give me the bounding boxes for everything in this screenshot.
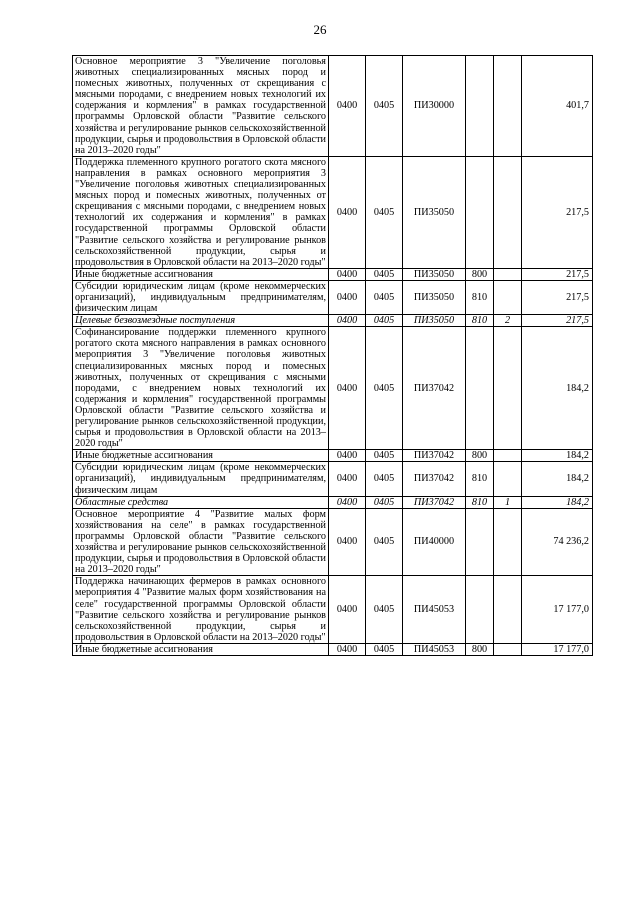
- row-name-cell: Целевые безвозмездные поступления: [73, 315, 329, 327]
- expense-type-cell: 810: [466, 496, 494, 508]
- subsection-code-cell: 0405: [366, 462, 403, 496]
- subsection-code-cell: 0405: [366, 496, 403, 508]
- subsection-code-cell: 0405: [366, 280, 403, 314]
- target-article-cell: ПИ45053: [403, 643, 466, 655]
- section-code-cell: 0400: [329, 56, 366, 157]
- expense-type-cell: 810: [466, 315, 494, 327]
- section-code-cell: 0400: [329, 508, 366, 576]
- expense-type-cell: 800: [466, 268, 494, 280]
- row-name-cell: Субсидии юридическим лицам (кроме некоммерческих организаций), индивидуальным предпринимателям, физическим лицам: [73, 280, 329, 314]
- funding-source-cell: [494, 462, 522, 496]
- amount-cell: 217,5: [522, 315, 593, 327]
- subsection-code-cell: 0405: [366, 508, 403, 576]
- target-article-cell: ПИ37042: [403, 327, 466, 450]
- funding-source-cell: [494, 450, 522, 462]
- funding-source-cell: [494, 643, 522, 655]
- funding-source-cell: [494, 156, 522, 268]
- target-article-cell: ПИ35050: [403, 156, 466, 268]
- row-name-cell: Основное мероприятие 4 "Развитие малых форм хозяйствования на селе" в рамках государственной программы Орловской области "Развитие сельского хозяйства и регулирование рынков сельскохозяйственной продукции, сырья и продовольствия в Орловской области на 2013–2020 годы": [73, 508, 329, 576]
- section-code-cell: 0400: [329, 496, 366, 508]
- table-row: [73, 508, 593, 576]
- table-row: [73, 268, 593, 280]
- funding-source-cell: [494, 56, 522, 157]
- expense-type-cell: [466, 156, 494, 268]
- amount-cell: 217,5: [522, 156, 593, 268]
- amount-cell: 401,7: [522, 56, 593, 157]
- section-code-cell: 0400: [329, 327, 366, 450]
- amount-cell: 74 236,2: [522, 508, 593, 576]
- row-name-cell: Поддержка племенного крупного рогатого скота мясного направления в рамках основного мероприятия 3 "Увеличение поголовья животных специализированных мясных пород и помесных животных, полученных от скрещивания с мясными породами, с внедрением новых технологий их содержания и кормления" в рамках государственной программы Орловской области "Развитие сельского хозяйства и регулирование рынков сельскохозяйственной продукции, сырья и продовольствия в Орловской области на 2013–2020 годы": [73, 156, 329, 268]
- expense-type-cell: [466, 508, 494, 576]
- amount-cell: 217,5: [522, 280, 593, 314]
- table-row: [73, 462, 593, 496]
- table-row: [73, 327, 593, 450]
- section-code-cell: 0400: [329, 462, 366, 496]
- subsection-code-cell: 0405: [366, 450, 403, 462]
- subsection-code-cell: 0405: [366, 56, 403, 157]
- funding-source-cell: [494, 280, 522, 314]
- target-article-cell: ПИ35050: [403, 280, 466, 314]
- table-row: [73, 450, 593, 462]
- amount-cell: 17 177,0: [522, 643, 593, 655]
- target-article-cell: ПИ37042: [403, 450, 466, 462]
- section-code-cell: 0400: [329, 450, 366, 462]
- target-article-cell: ПИ37042: [403, 496, 466, 508]
- row-name-cell: Поддержка начинающих фермеров в рамках основного мероприятия 4 "Развитие малых форм хозяйствования на селе" государственной программы Орловской области "Развитие сельского хозяйства и регулирование рынков сельскохозяйственной продукции, сырья и продовольствия в Орловской области на 2013–2020 годы": [73, 576, 329, 644]
- target-article-cell: ПИ45053: [403, 576, 466, 644]
- expense-type-cell: 800: [466, 450, 494, 462]
- amount-cell: 184,2: [522, 327, 593, 450]
- target-article-cell: ПИ30000: [403, 56, 466, 157]
- expense-type-cell: [466, 576, 494, 644]
- table-row: [73, 156, 593, 268]
- expense-type-cell: 810: [466, 280, 494, 314]
- funding-source-cell: [494, 576, 522, 644]
- row-name-cell: Софинансирование поддержки племенного крупного рогатого скота мясного направления в рамках основного мероприятия 3 "Увеличение поголовья животных специализированных мясных пород и помесных животных, полученных от скрещивания с мясными породами, с внедрением новых технологий их содержания и кормления" государственной программы Орловской области "Развитие сельского хозяйства и регулирование рынков сельскохозяйственной продукции, сырья и продовольствия в Орловской области на 2013–2020 годы": [73, 327, 329, 450]
- subsection-code-cell: 0405: [366, 576, 403, 644]
- amount-cell: 217,5: [522, 268, 593, 280]
- funding-source-cell: [494, 327, 522, 450]
- target-article-cell: ПИ35050: [403, 315, 466, 327]
- expense-type-cell: [466, 56, 494, 157]
- table-row: [73, 576, 593, 644]
- amount-cell: 184,2: [522, 462, 593, 496]
- page-number: 26: [313, 22, 327, 37]
- target-article-cell: ПИ40000: [403, 508, 466, 576]
- expense-type-cell: 810: [466, 462, 494, 496]
- section-code-cell: 0400: [329, 268, 366, 280]
- table-row: [73, 496, 593, 508]
- amount-cell: 184,2: [522, 496, 593, 508]
- table-row: [73, 280, 593, 314]
- table-row: [73, 56, 593, 157]
- subsection-code-cell: 0405: [366, 156, 403, 268]
- subsection-code-cell: 0405: [366, 268, 403, 280]
- row-name-cell: Иные бюджетные ассигнования: [73, 268, 329, 280]
- row-name-cell: Основное мероприятие 3 "Увеличение поголовья животных специализированных мясных пород и помесных животных, полученных от скрещивания с мясными породами, с внедрением новых технологий их содержания и кормления" в рамках государственной программы Орловской области "Развитие сельского хозяйства и регулирование рынков сельскохозяйственной продукции, сырья и продовольствия в Орловской области на 2013–2020 годы": [73, 56, 329, 157]
- expense-type-cell: [466, 327, 494, 450]
- budget-table-body: [73, 56, 593, 656]
- expense-type-cell: 800: [466, 643, 494, 655]
- amount-cell: 184,2: [522, 450, 593, 462]
- row-name-cell: Иные бюджетные ассигнования: [73, 643, 329, 655]
- funding-source-cell: [494, 508, 522, 576]
- target-article-cell: ПИ35050: [403, 268, 466, 280]
- funding-source-cell: [494, 268, 522, 280]
- table-row: [73, 643, 593, 655]
- section-code-cell: 0400: [329, 315, 366, 327]
- section-code-cell: 0400: [329, 280, 366, 314]
- subsection-code-cell: 0405: [366, 315, 403, 327]
- section-code-cell: 0400: [329, 156, 366, 268]
- subsection-code-cell: 0405: [366, 327, 403, 450]
- row-name-cell: Иные бюджетные ассигнования: [73, 450, 329, 462]
- budget-table: [72, 55, 593, 656]
- funding-source-cell: 2: [494, 315, 522, 327]
- funding-source-cell: 1: [494, 496, 522, 508]
- subsection-code-cell: 0405: [366, 643, 403, 655]
- target-article-cell: ПИ37042: [403, 462, 466, 496]
- row-name-cell: Субсидии юридическим лицам (кроме некоммерческих организаций), индивидуальным предпринимателям, физическим лицам: [73, 462, 329, 496]
- row-name-cell: Областные средства: [73, 496, 329, 508]
- table-row: [73, 315, 593, 327]
- amount-cell: 17 177,0: [522, 576, 593, 644]
- section-code-cell: 0400: [329, 576, 366, 644]
- section-code-cell: 0400: [329, 643, 366, 655]
